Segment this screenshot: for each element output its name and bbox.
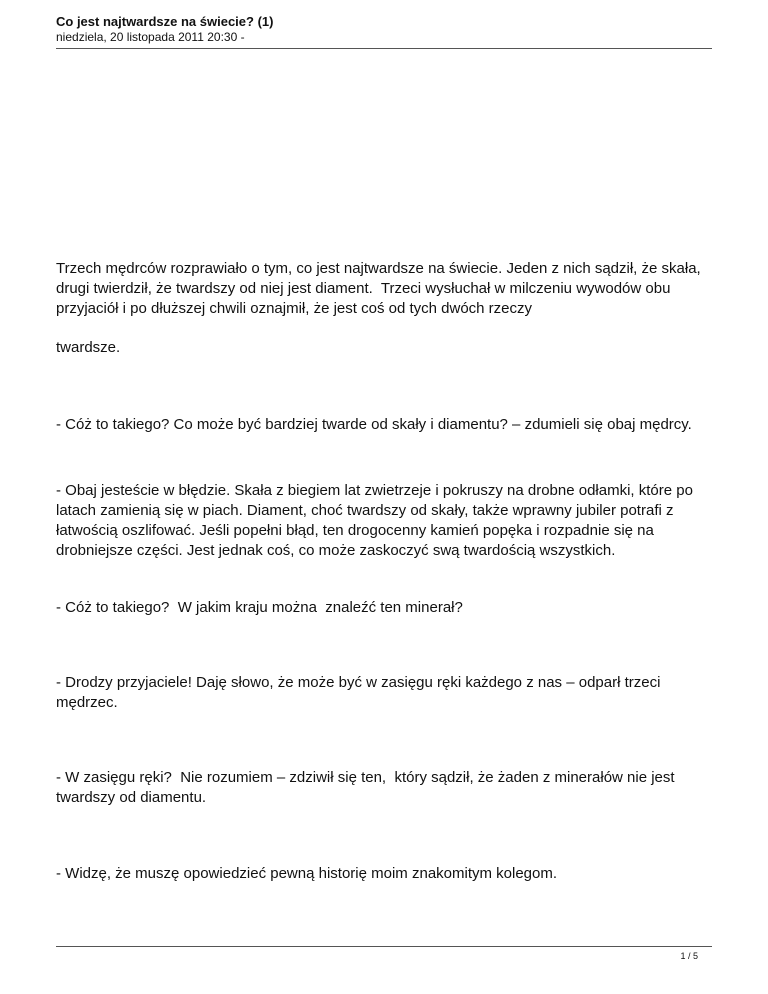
page-header — [56, 14, 712, 45]
publish-date: niedziela, 20 listopada 2011 20:30 - — [56, 30, 245, 44]
paragraph-answer-3: - Widzę, że muszę opowiedzieć pewną historię moim znakomitym kolegom. — [56, 865, 558, 882]
paragraph-intro: Trzech mędrców rozprawiało o tym, co jest najtwardsze na świecie. Jeden z nich sądził, że skała, drugi twierdził, że twardszy od niej jest diament. Trzeci wysłuchał w milczeniu wywodów obu przyjaciół i po dłuższej chwili oznajmił, że jest coś od tych dwóch rzeczy — [56, 260, 705, 317]
footer-divider — [56, 946, 712, 947]
paragraph-question-1: - Cóż to takiego? Co może być bardziej twarde od skały i diamentu? – zdumieli się obaj mędrcy. — [56, 416, 692, 433]
paragraph-answer-1: - Obaj jesteście w błędzie. Skała z biegiem lat zwietrzeje i pokruszy na drobne odłamki, które po latach zamienią się w piach. Diament, choć twardszy od skały, także wprawny jubiler potrafi z łatwością oszlifować. Jeśli popełni błąd, ten drogocenny kamień popęka i rozpadnie się na drobniejsze części. Jest jednak coś, co może zaskoczyć swą twardością wszystkich. — [56, 482, 698, 559]
paragraph-question-2: - Cóż to takiego? W jakim kraju można znaleźć ten minerał? — [56, 599, 463, 616]
document-title: Co jest najtwardsze na świecie? (1) — [56, 14, 274, 29]
paragraph-continuation: twardsze. — [56, 339, 121, 356]
paragraph-answer-2: - Drodzy przyjaciele! Daję słowo, że może być w zasięgu ręki każdego z nas – odparł trzeci mędrzec. — [56, 674, 665, 711]
header-divider — [56, 48, 712, 49]
paragraph-question-3: - W zasięgu ręki? Nie rozumiem – zdziwił się ten, który sądził, że żaden z minerałów nie jest twardszy od diamentu. — [56, 769, 679, 806]
page-number: 1 / 5 — [680, 951, 698, 961]
